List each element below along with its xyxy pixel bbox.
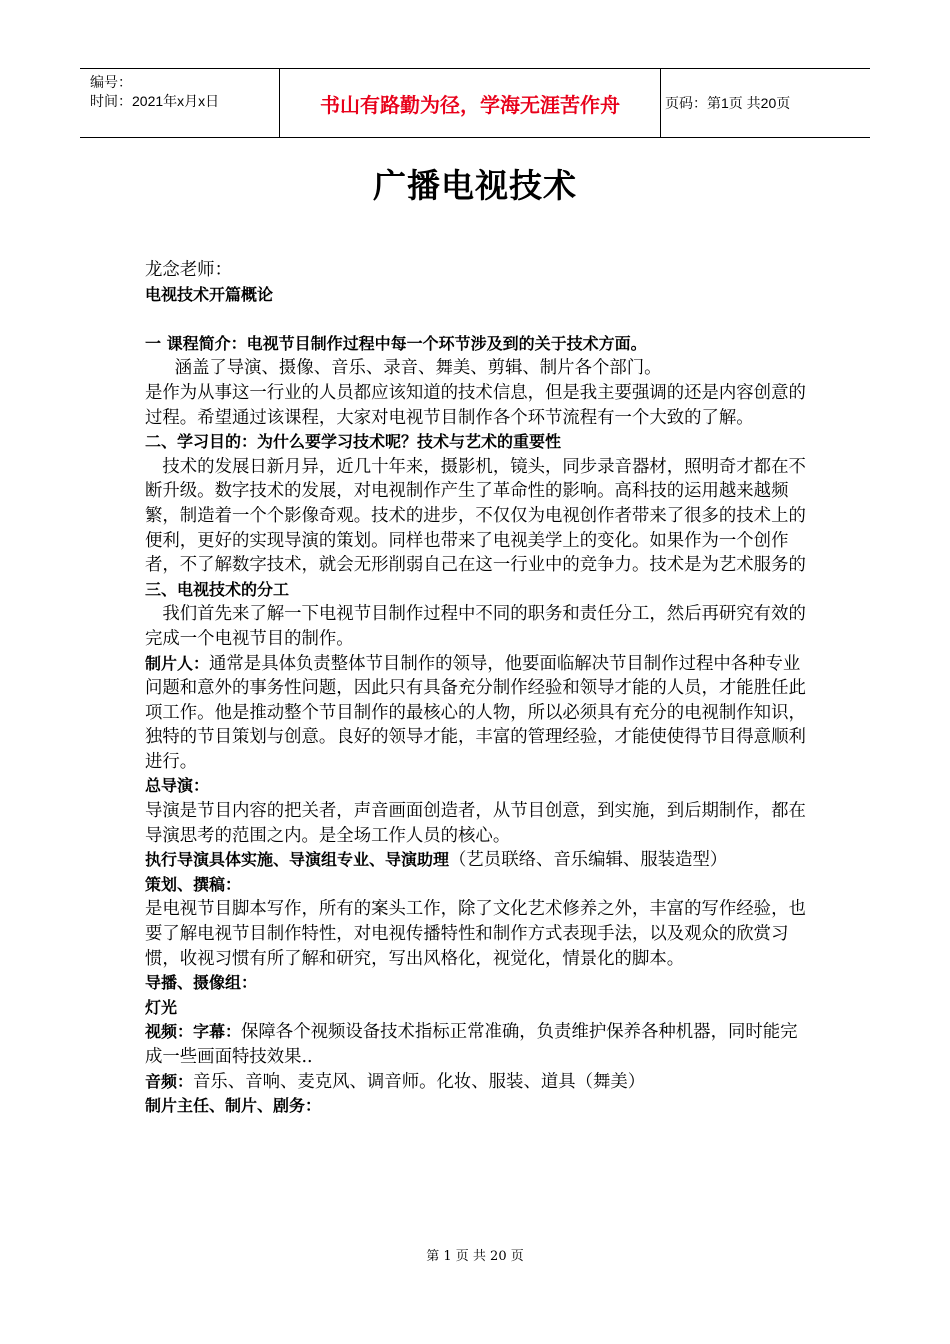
director-text: 导演是节目内容的把关者，声音画面创造者，从节目创意，到实施，到后期制作，都在导演思考的范围之内。是全场工作人员的核心。 xyxy=(145,801,806,846)
lighting-label: 灯光 xyxy=(145,997,178,1017)
planning-text: 是电视节目脚本写作，所有的案头工作，除了文化艺术修养之外，丰富的写作经验，也要了解电视节目制作特性，对电视传播特性和制作方式表现手法，以及观众的欣赏习惯，收视习惯有所了解和研究，写出风格化，视觉化，情景化的脚本。 xyxy=(145,899,806,969)
document-body xyxy=(145,258,810,1119)
section-2-para-1: 技术的发展日新月异，近几十年来，摄影机，镜头，同步录音器材，照明奇才都在不断升级。数字技术的发展，对电视制作产生了革命性的影响。高科技的运用越来越频繁，制造着一个个影像奇观。技术的进步，不仅仅为电视创作者带来了很多的技术上的便利，更好的实现导演的策划。同样也带来了电视美学上的变化。如果作为一个创作者，不了解数字技术，就会无形削弱自己在这一行业中的竞争力。技术是为艺术服务的 xyxy=(145,456,806,576)
number-label: 编号： xyxy=(90,74,132,90)
exec-director-para xyxy=(145,848,810,873)
producer-text: 通常是具体负责整体节目制作的领导，他要面临解决节目制作过程中各种专业问题和意外的事务性问题，因此只有具备充分制作经验和领导才能的人员，才能胜任此项工作。他是推动整个节目制作的最核心的人物，所以必须具有充分的电视制作知识，独特的节目策划与创意。良好的领导才能，丰富的管理经验，才能使使得节目得意顺利进行。 xyxy=(145,653,806,772)
overview-title: 电视技术开篇概论 xyxy=(145,284,274,304)
document-header xyxy=(80,68,870,138)
producer-label: 制片人： xyxy=(145,653,210,673)
video-label: 视频：字幕： xyxy=(145,1022,242,1042)
header-page-info: 页码：第1页 共20页 xyxy=(665,95,791,111)
video-text: 保障各个视频设备技术指标正常准确，负责维护保养各种机器，同时能完成一些画面特技效果.. xyxy=(145,1022,798,1067)
page-footer: 第 1 页 共 20 页 xyxy=(426,1249,524,1264)
teacher-line: 龙念老师： xyxy=(145,260,232,280)
broadcast-label: 导播、摄像组： xyxy=(145,973,258,993)
audio-label: 音频： xyxy=(145,1071,194,1091)
section-1-para-1: 涵盖了导演、摄像、音乐、录音、舞美、剪辑、制片各个部门。 xyxy=(174,358,662,379)
time-label: 时间：2021年x月x日 xyxy=(90,93,220,109)
section-1-para-2: 是作为从事这一行业的人员都应该知道的技术信息，但是我主要强调的还是内容创意的过程。希望通过该课程，大家对电视节目制作各个环节流程有一个大致的了解。 xyxy=(145,382,806,428)
header-meta xyxy=(80,69,280,137)
section-3-heading: 三、电视技术的分工 xyxy=(145,579,290,599)
section-3-para-1: 我们首先来了解一下电视节目制作过程中不同的职务和责任分工，然后再研究有效的完成一个电视节目的制作。 xyxy=(145,604,806,649)
audio-para xyxy=(145,1070,810,1095)
director-label: 总导演： xyxy=(145,776,210,796)
exec-director-label: 执行导演具体实施、导演组专业、导演助理 xyxy=(145,850,450,870)
producer-para xyxy=(145,652,810,775)
section-1-heading: 一 课程简介：电视节目制作过程中每一个环节涉及到的关于技术方面。 xyxy=(145,333,647,353)
audio-text: 音乐、音响、麦克风、调音师。化妆、服装、道具（舞美） xyxy=(193,1071,646,1092)
section-2-heading: 二、学习目的：为什么要学习技术呢？技术与艺术的重要性 xyxy=(145,432,562,452)
video-para xyxy=(145,1020,810,1069)
header-motto: 书山有路勤为径，学海无涯苦作舟 xyxy=(280,69,661,137)
document-title: 广播电视技术 xyxy=(373,166,577,205)
exec-director-text: （艺员联络、音乐编辑、服装造型） xyxy=(449,850,728,871)
planning-label: 策划、撰稿： xyxy=(145,874,242,894)
manager-label: 制片主任、制片、剧务： xyxy=(145,1096,322,1116)
